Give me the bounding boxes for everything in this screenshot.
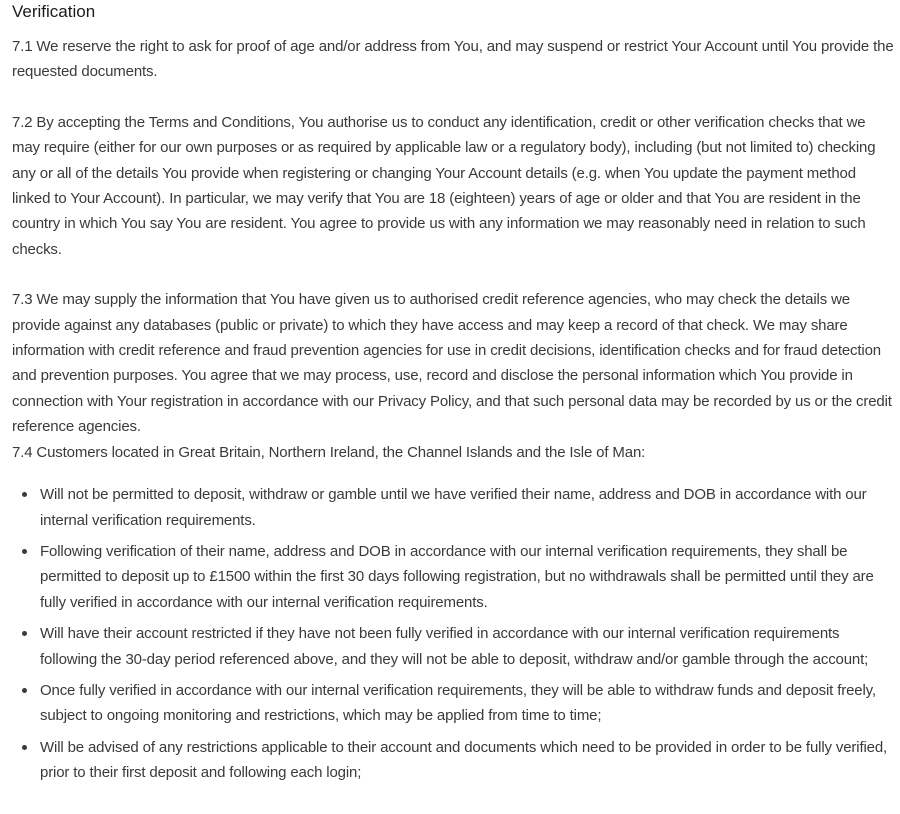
clause-7-1: 7.1 We reserve the right to ask for proof of age and/or address from You, and may suspend or restrict Your Account until You provide the requested documents. <box>12 38 894 81</box>
list-item-text: Once fully verified in accordance with our internal verification requirements, they will be able to withdraw funds and deposit freely, subject to ongoing monitoring and restrictions, which may be applied from time to time; <box>40 681 876 725</box>
clause-7-3: 7.3 We may supply the information that You have given us to authorised credit reference agencies, who may check the details we provide against any databases (public or private) to which they have access and may keep a record of that check. We may share information with credit reference and fraud prevention agencies for use in credit decisions, identification checks and for fraud detection and prevention purposes. You agree that we may process, use, record and disclose the personal information which You provide in connection with Your registration in accordance with our Privacy Policy, and that such personal data may be recorded by us or the credit reference agencies. <box>12 291 892 436</box>
list-item <box>12 621 894 672</box>
list-item-text: Will be advised of any restrictions applicable to their account and documents which need to be provided in order to be fully verified, prior to their first deposit and following each login; <box>40 738 888 782</box>
list-item <box>12 678 894 729</box>
bullet-dot-icon <box>22 688 27 693</box>
clause-7-4-bullet-list <box>12 482 894 785</box>
clause-7-4: 7.4 Customers located in Great Britain, Northern Ireland, the Channel Islands and the Isle of Man: <box>12 443 646 461</box>
list-item-text: Following verification of their name, address and DOB in accordance with our internal verification requirements, they shall be permitted to deposit up to £1500 within the first 30 days following registration, but no withdrawals shall be permitted until they are fully verified in accordance with our internal verification requirements. <box>40 542 874 611</box>
clause-7-2: 7.2 By accepting the Terms and Conditions, You authorise us to conduct any identification, credit or other verification checks that we may require (either for our own purposes or as required by applicable law or a regulatory body), including (but not limited to) checking any or all of the details You provide when registering or changing Your Account details (e.g. when You update the payment method linked to Your Account). In particular, we may verify that You are 18 (eighteen) years of age or older and that You are resident in the country in which You say You are resident. You agree to provide us with any information we may reasonably need in relation to such checks. <box>12 113 876 258</box>
bullet-dot-icon <box>22 549 27 554</box>
section-title: Verification <box>12 2 96 21</box>
list-item <box>12 482 894 533</box>
bullet-dot-icon <box>22 492 27 497</box>
bullet-dot-icon <box>22 631 27 636</box>
list-item-text: Will not be permitted to deposit, withdraw or gamble until we have verified their name, address and DOB in accordance with our internal verification requirements. <box>40 486 867 529</box>
list-item-text: Will have their account restricted if they have not been fully verified in accordance with our internal verification requirements following the 30-day period referenced above, and they will not be able to deposit, withdraw and/or gamble through the account; <box>40 625 869 668</box>
list-item <box>12 735 894 786</box>
list-item <box>12 539 894 615</box>
bullet-dot-icon <box>22 745 27 750</box>
